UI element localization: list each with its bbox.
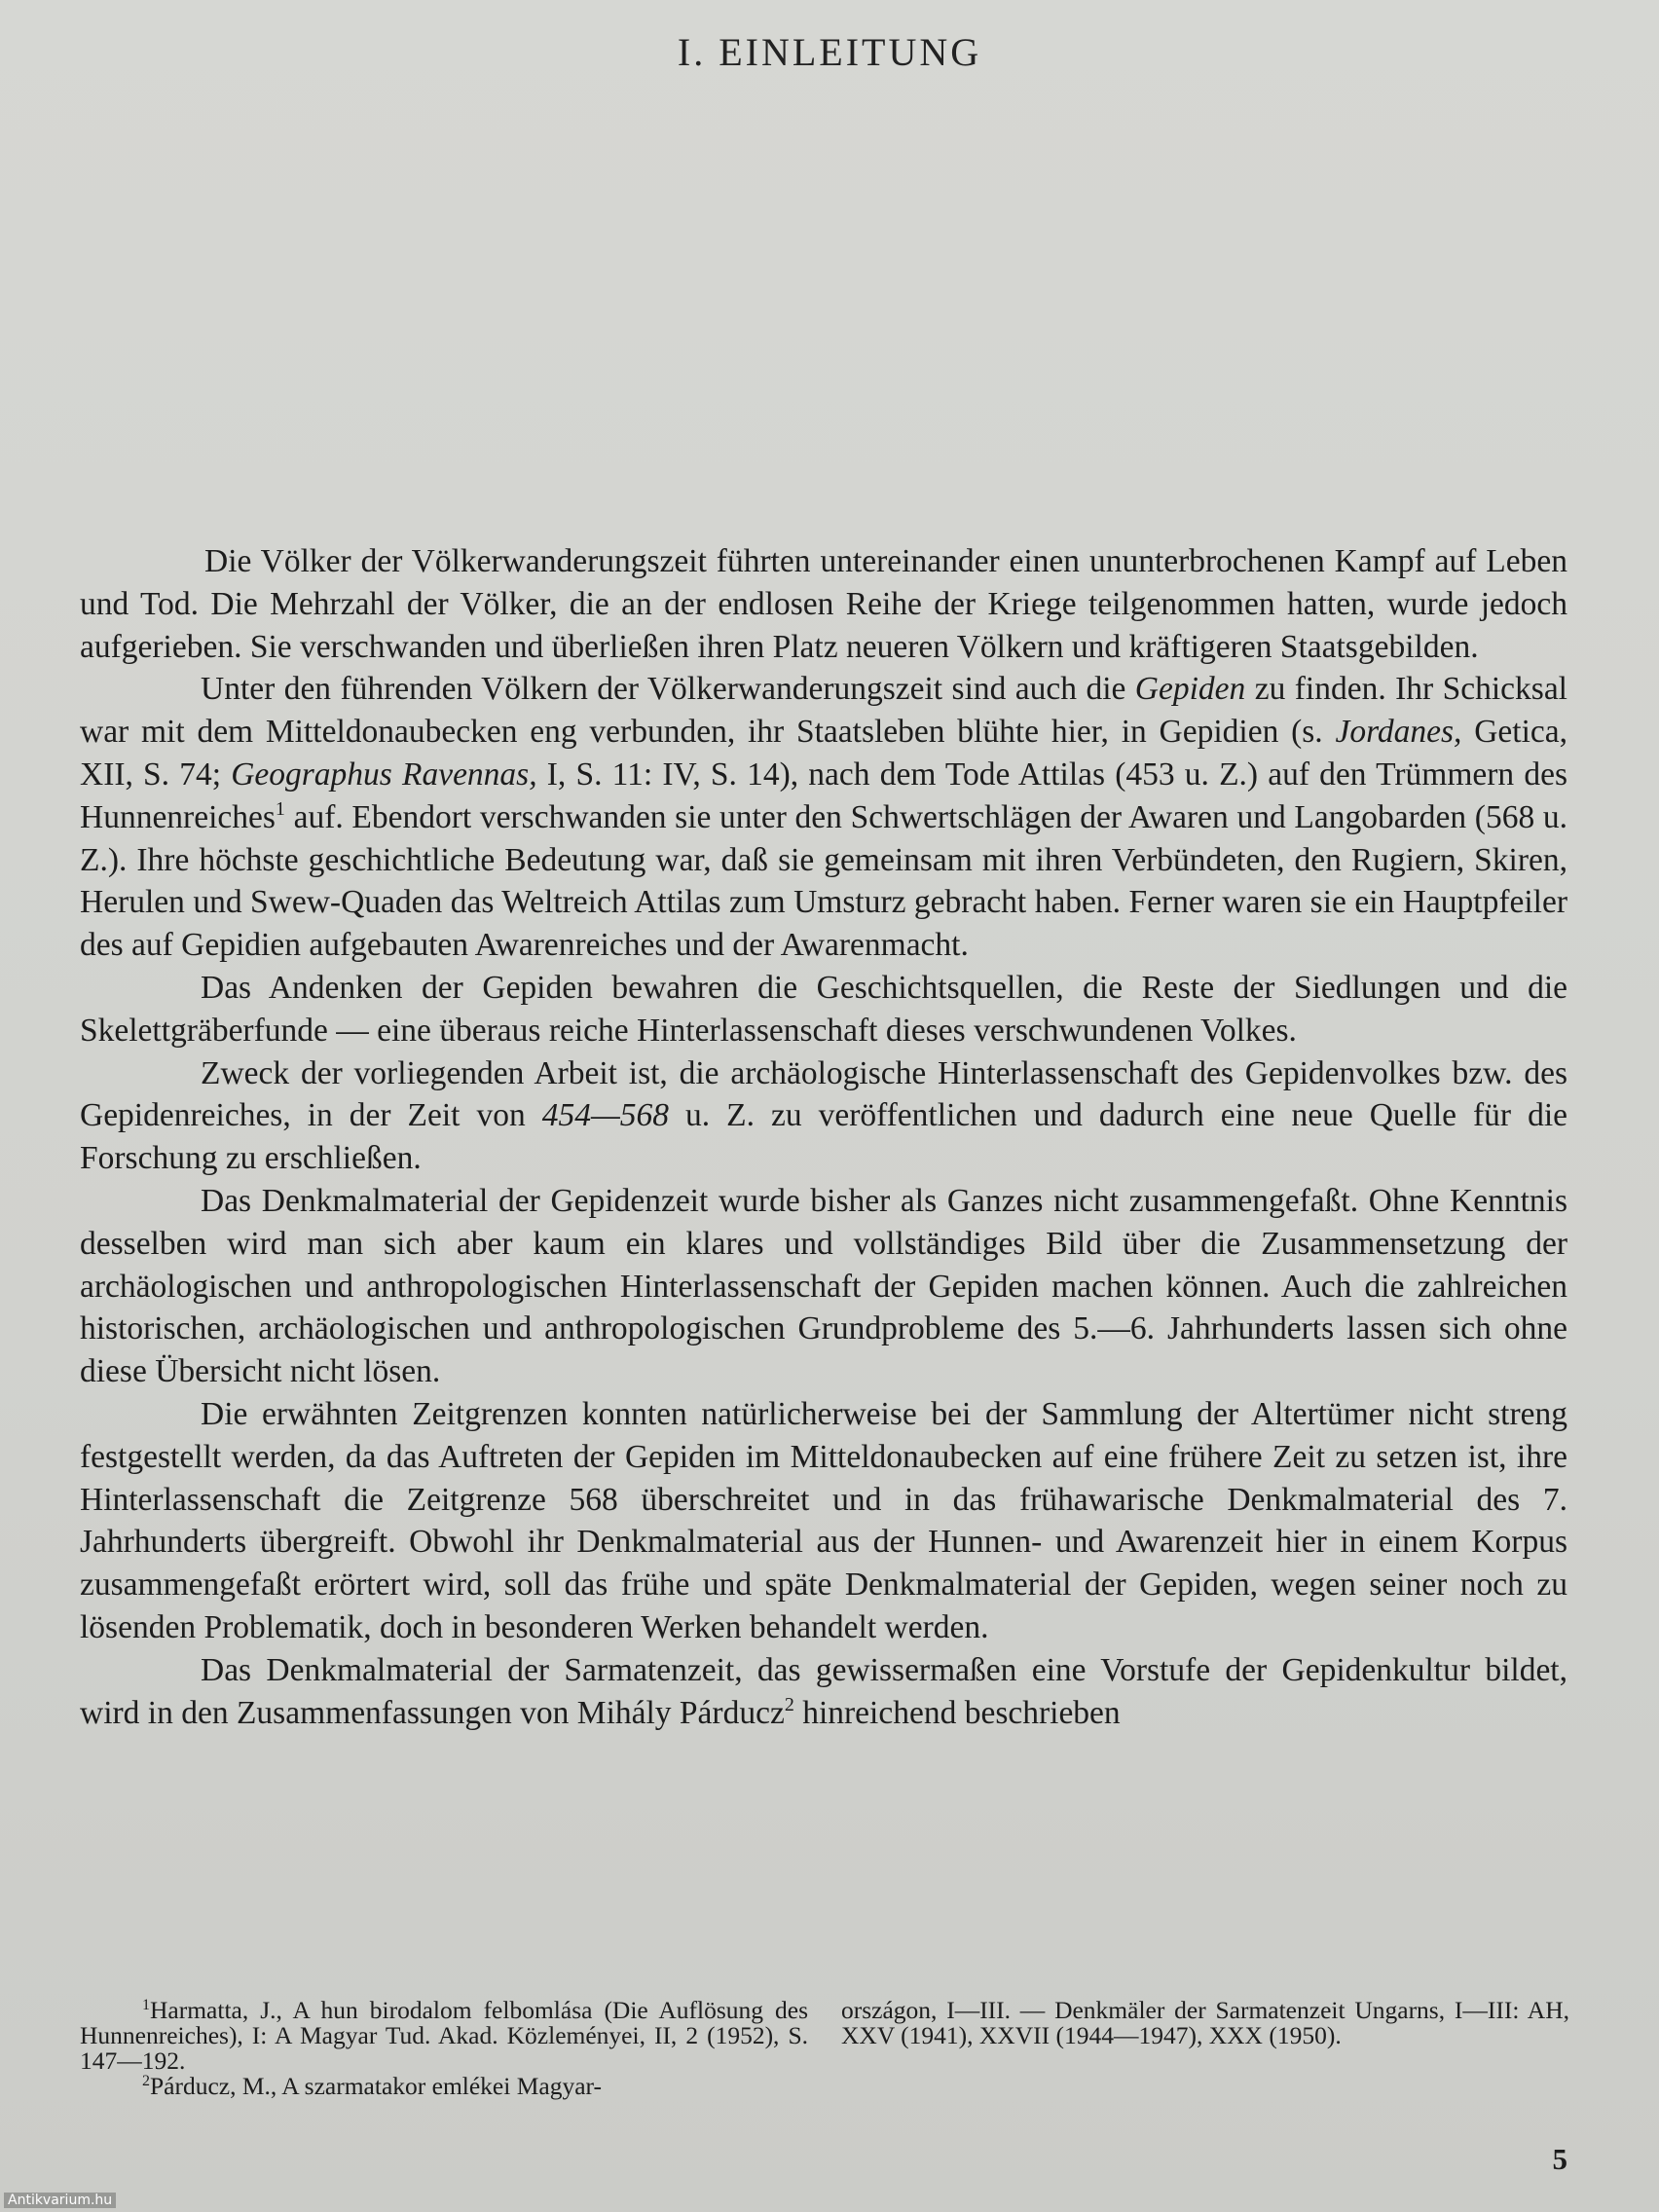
footnote-number: 1 [142,1997,150,2013]
main-text [80,540,1567,1734]
text-run: Getica, XII, S. 74; [80,714,1567,793]
text-run: hinreichend beschrieben [793,1694,1121,1731]
footnote-2 [80,2074,808,2099]
paragraph-1: Die Völker der Völkerwanderungszeit führten untereinander einen ununterbrochenen Kampf auf Leben und Tod. Die Mehrzahl der Völker, die an der endlosen Reihe der Kriege teilgenommen hatten, wurde jedoch aufgerieben. Sie verschwanden und überließen ihren Platz neueren Völkern und kräftigeren Staatsgebilden. [80,543,1567,665]
text-run: Das Denkmalmaterial der Sarmatenzeit, das gewissermaßen eine Vorstufe der Gepidenkultur bildet, wird in den Zusammenfassungen von Mihály Párducz [80,1651,1567,1731]
footnote-ref-2: 2 [784,1693,794,1715]
italic-years: 454—568 [541,1097,670,1134]
footnote-ref-1: 1 [275,797,285,820]
footnote-number: 2 [142,2073,150,2089]
text-run: Unter den führenden Völkern der Völkerwanderungszeit sind auch die [201,671,1135,708]
watermark: Antikvarium.hu [4,2193,116,2208]
italic-term-jordanes: Jordanes, [1335,714,1462,751]
text-run: u. Z. zu veröffentlichen und dadurch eine neue Quelle für die Forschung zu erschließen. [80,1097,1567,1177]
page-number: 5 [1552,2142,1567,2176]
italic-term-gepiden: Gepiden [1134,671,1246,708]
paragraph-2 [80,668,1567,967]
footnote-text: Párducz, M., A szarmatakor emlékei Magyar- [150,2072,602,2100]
chapter-heading: I. EINLEITUNG [677,30,982,74]
footnote-text: Harmatta, J., A hun birodalom felbomlása (Die Auflösung des Hunnenreiches), I: A Magyar Tud. Akad. Közleményei, II, 2 (1952), S. 147—192. [80,1996,808,2075]
paragraph-5: Das Denkmalmaterial der Gepidenzeit wurde bisher als Ganzes nicht zusammengefaßt. Ohne Kenntnis desselben wird man sich aber kaum ein klares und vollständiges Bild über die Zusammensetzung der archäologischen und anthropologischen Hinterlassenschaft der Gepiden machen können. Auch die zahlreichen historischen, archäologischen und anthropologischen Grundprobleme des 5.—6. Jahrhunderts lassen sich ohne diese Übersicht nicht lösen. [80,1182,1567,1390]
italic-term-ravennas: Geographus Ravennas, [231,756,537,793]
footnote-1 [80,1998,808,2074]
text-run: zu finden. Ihr Schicksal war mit dem Mitteldonaubecken eng verbunden, ihr Staatsleben blühte hier, in Gepidien (s. [80,671,1567,751]
paragraph-6: Die erwähnten Zeitgrenzen konnten natürlicherweise bei der Sammlung der Altertümer nicht streng festgestellt werden, da das Auftreten der Gepiden im Mitteldonaubecken auf eine frühere Zeit zu setzen ist, ihre Hinterlassenschaft die Zeitgrenze 568 überschreitet und in das frühawarische Denkmalmaterial des 7. Jahrhunderts übergreift. Obwohl ihr Denkmalmaterial aus der Hunnen- und Awarenzeit hier in einem Korpus zusammengefaßt erörtert wird, soll das frühe und späte Denkmalmaterial der Gepiden, wegen seiner noch zu lösenden Problematik, doch in besonderen Werken behandelt werden. [80,1395,1567,1645]
footnote-2-continued: országon, I—III. — Denkmäler der Sarmatenzeit Ungarns, I—III: AH, XXV (1941), XXVII (1944—1947), XXX (1950). [841,1996,1569,2049]
paragraph-4 [80,1052,1567,1180]
text-run: I, S. 11: IV, S. 14), nach dem Tode Attilas (453 u. Z.) auf den Trümmern des Hunnenreiches [80,756,1568,835]
footnote-column-right [841,1998,1569,2099]
paragraph-3: Das Andenken der Gepiden bewahren die Geschichtsquellen, die Reste der Siedlungen und die Skelettgräberfunde — eine überaus reiche Hinterlassenschaft dieses verschwundenen Volkes. [80,969,1567,1049]
text-run: auf. Ebendort verschwanden sie unter den Schwertschlägen der Awaren und Langobarden (568 u. Z.). Ihre höchste geschichtliche Bedeutung war, daß sie gemeinsam mit ihren Verbündeten, den Rugiern, Skiren, Herulen und Swew-Quaden das Weltreich Attilas zum Umsturz gebracht haben. Ferner waren sie ein Hauptpfeiler des auf Gepidien aufgebauten Awarenreiches und der Awarenmacht. [80,798,1567,964]
paragraph-7 [80,1649,1567,1735]
footnotes [80,1998,1569,2099]
footnote-column-left [80,1998,808,2099]
text-run: Zweck der vorliegenden Arbeit ist, die archäologische Hinterlassenschaft des Gepidenvolkes bzw. des Gepidenreiches, in der Zeit von [80,1054,1567,1134]
